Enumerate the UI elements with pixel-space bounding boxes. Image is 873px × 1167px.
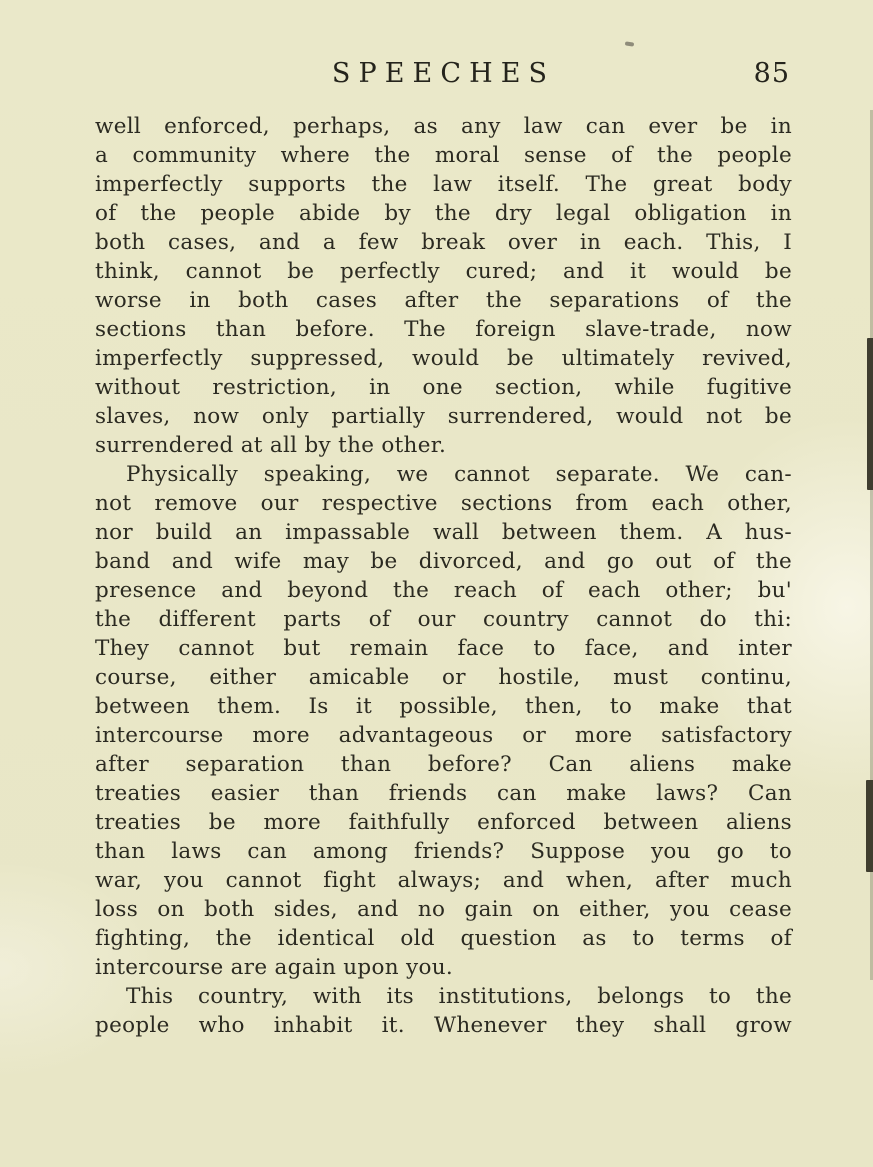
text-line: not remove our respective sections from each other, [95,491,792,516]
text-line: imperfectly suppressed, would be ultimately revived, [95,346,792,371]
text-line: without restriction, in one section, while fugitive [95,375,792,400]
text-line: treaties easier than friends can make laws? Can [95,781,792,806]
text-line: treaties be more faithfully enforced between aliens [95,810,792,835]
text-line: worse in both cases after the separations of the [95,288,792,313]
text-line: intercourse are again upon you. [95,955,453,980]
page-header [95,58,792,98]
text-line: a community where the moral sense of the people [95,143,792,168]
text-line: slaves, now only partially surrendered, would not be [95,404,792,429]
scan-speck-mark [625,41,634,46]
text-line: They cannot but remain face to face, and inter [95,636,792,661]
scan-edge-mark-upper [867,338,873,490]
text-line: the different parts of our country cannot do thi: [95,607,792,632]
page-number: 85 [753,58,790,89]
text-line: sections than before. The foreign slave-trade, now [95,317,792,342]
text-line: This country, with its institutions, belongs to the [126,984,792,1009]
text-line: fighting, the identical old question as to terms of [95,926,792,951]
text-line: well enforced, perhaps, as any law can ever be in [95,114,792,139]
text-line: band and wife may be divorced, and go out of the [95,549,792,574]
text-line: of the people abide by the dry legal obligation in [95,201,792,226]
text-line: between them. Is it possible, then, to make that [95,694,792,719]
text-line: after separation than before? Can aliens make [95,752,792,777]
text-line: people who inhabit it. Whenever they shall grow [95,1013,792,1038]
text-column [95,112,792,1040]
text-line: presence and beyond the reach of each other; bu' [95,578,792,603]
text-line: nor build an impassable wall between them. A hus- [95,520,792,545]
text-line: course, either amicable or hostile, must continu, [95,665,792,690]
text-line: think, cannot be perfectly cured; and it would be [95,259,792,284]
text-line: intercourse more advantageous or more satisfactory [95,723,792,748]
text-line: both cases, and a few break over in each. This, I [95,230,792,255]
text-line: surrendered at all by the other. [95,433,447,458]
text-line: war, you cannot fight always; and when, after much [95,868,792,893]
text-line: than laws can among friends? Suppose you go to [95,839,792,864]
running-head-title: SPEECHES [331,58,556,89]
paragraph [95,982,792,1040]
paragraph [95,460,792,982]
paragraph [95,112,792,460]
scan-edge-mark-lower [866,780,873,872]
text-line: Physically speaking, we cannot separate. We can- [126,462,792,487]
text-line: loss on both sides, and no gain on either, you cease [95,897,792,922]
text-line: imperfectly supports the law itself. The great body [95,172,792,197]
